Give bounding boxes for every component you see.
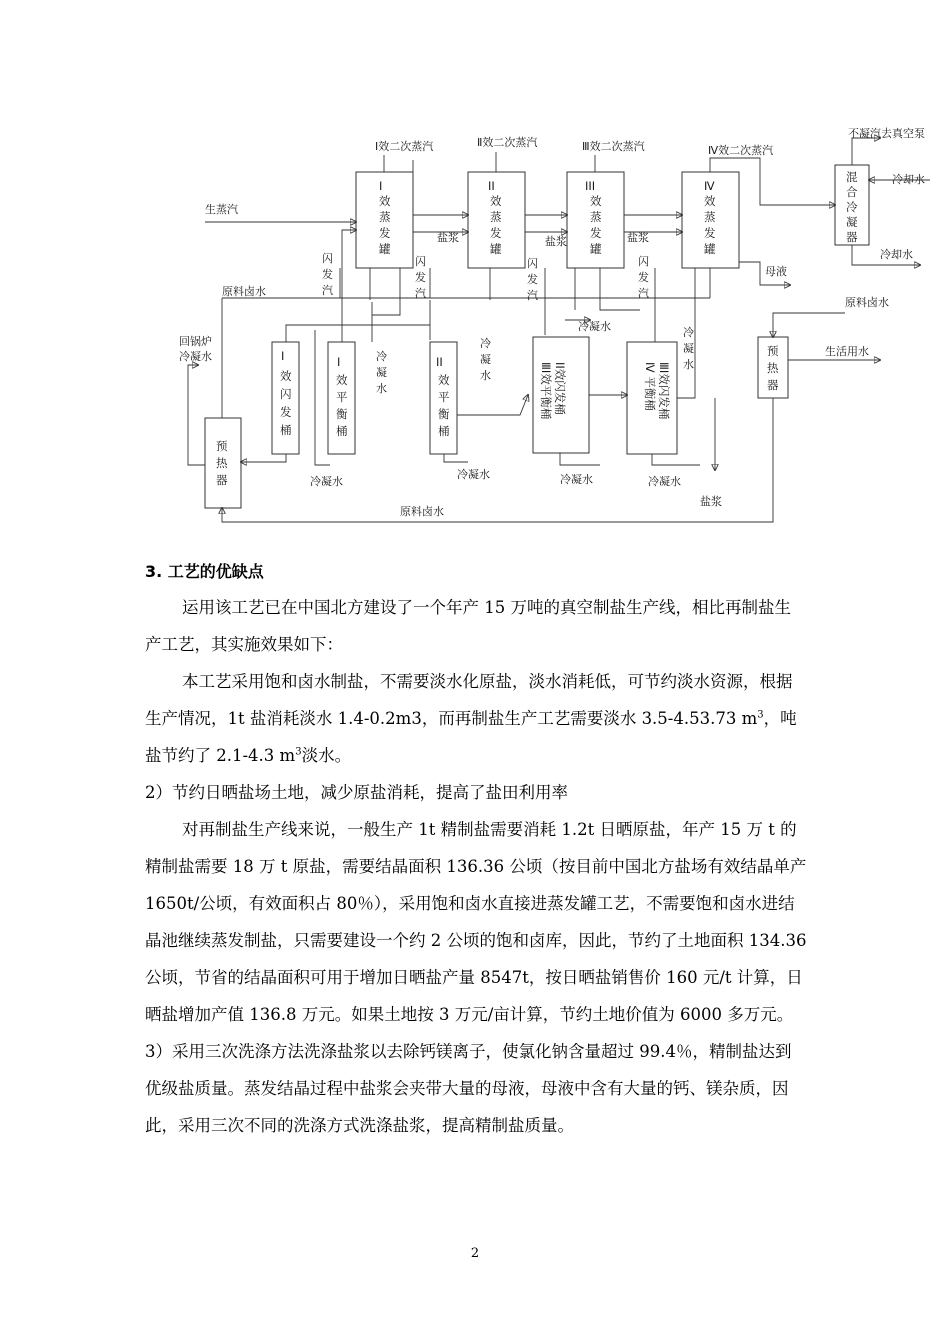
preheater-right-label — [767, 344, 779, 392]
svg-text:ⅠⅠ: ⅠⅠ — [436, 355, 443, 369]
svg-text:汽: 汽 — [415, 287, 426, 300]
svg-text:器: 器 — [216, 473, 228, 487]
domestic-water-label: 生活用水 — [825, 345, 869, 358]
flash-balance-3-4-label — [643, 362, 671, 419]
svg-text:桶: 桶 — [280, 423, 292, 437]
svg-text:罐: 罐 — [590, 242, 602, 256]
condensate-label-b1: 冷凝水 — [310, 475, 343, 488]
svg-text:效: 效 — [590, 194, 602, 208]
salt-slurry-label-bottom: 盐浆 — [700, 495, 722, 508]
svg-text:汽: 汽 — [638, 287, 649, 300]
evap4-steam-label: Ⅳ效二次蒸汽 — [708, 144, 774, 157]
svg-text:衡: 衡 — [336, 407, 348, 421]
condensate-label-mid: 冷凝水 — [578, 320, 611, 333]
svg-text:发: 发 — [704, 226, 716, 240]
svg-text:Ⅰ: Ⅰ — [379, 179, 383, 193]
svg-text:蒸: 蒸 — [704, 210, 716, 224]
svg-text:水: 水 — [376, 382, 387, 395]
condensate-label-b2: 冷凝水 — [457, 468, 490, 481]
evap3-steam-label: Ⅲ效二次蒸汽 — [582, 140, 645, 153]
condensate-label-b3: 冷凝水 — [560, 473, 593, 486]
svg-text:发: 发 — [379, 226, 391, 240]
svg-text:闪: 闪 — [638, 255, 649, 268]
body-text — [145, 589, 807, 1144]
svg-text:ⅠⅠ效闪发桶: ⅠⅠ效闪发桶 — [553, 362, 567, 415]
condensate-label-v1 — [376, 349, 387, 395]
svg-text:效: 效 — [280, 369, 292, 383]
return-boiler-condensate-label: 冷凝水 — [179, 350, 212, 363]
svg-text:器: 器 — [767, 378, 779, 392]
svg-text:衡: 衡 — [438, 407, 450, 421]
svg-text:凝: 凝 — [846, 215, 858, 229]
svg-text:发: 发 — [490, 226, 502, 240]
svg-text:冷: 冷 — [683, 326, 694, 339]
paragraph-2-part-a: 本工艺采用饱和卤水制盐，不需要淡水化原盐，淡水消耗低，可节约淡水资源，根据生产情况，1t 盐消耗淡水 1.4-0.2m3，而再制盐生产工艺需要淡水 3.5-4.53.73 m — [145, 672, 793, 728]
svg-text:效: 效 — [490, 194, 502, 208]
svg-text:发: 发 — [280, 405, 292, 419]
flash-steam-label-3 — [527, 256, 538, 302]
svg-text:冷: 冷 — [846, 200, 858, 214]
svg-text:热: 热 — [216, 456, 228, 470]
svg-text:器: 器 — [846, 230, 858, 244]
svg-text:Ⅰ: Ⅰ — [337, 355, 341, 369]
svg-text:ⅠⅠⅠ: ⅠⅠⅠ — [585, 179, 596, 193]
svg-text:水: 水 — [683, 358, 694, 371]
svg-text:Ⅰ: Ⅰ — [281, 349, 285, 363]
svg-text:冷: 冷 — [480, 337, 491, 350]
salt-slurry-label-2: 盐浆 — [545, 235, 567, 248]
svg-text:Ⅳ: Ⅳ — [704, 179, 715, 193]
svg-text:发: 发 — [638, 271, 649, 284]
svg-text:ⅠⅠ: ⅠⅠ — [488, 179, 495, 193]
svg-text:发: 发 — [415, 271, 426, 284]
paragraph-3: 2）节约日晒盐场土地，减少原盐消耗，提高了盐田利用率 — [145, 783, 568, 802]
svg-text:凝: 凝 — [480, 353, 491, 366]
svg-text:罐: 罐 — [704, 242, 716, 256]
live-steam-label: 生蒸汽 — [205, 203, 238, 216]
superscript-3a: 3 — [757, 709, 764, 721]
mixing-condenser-label — [846, 170, 858, 244]
svg-text:效: 效 — [379, 194, 391, 208]
page-number: 2 — [470, 1246, 480, 1261]
svg-text:闪: 闪 — [415, 255, 426, 268]
svg-text:平: 平 — [438, 390, 450, 404]
svg-text:闪: 闪 — [280, 387, 292, 401]
svg-text:发: 发 — [527, 273, 538, 286]
svg-text:效: 效 — [336, 373, 348, 387]
section-heading: 3. 工艺的优缺点 — [145, 562, 264, 581]
svg-text:预: 预 — [767, 344, 779, 358]
superscript-3b: 3 — [295, 746, 302, 758]
svg-text:汽: 汽 — [527, 289, 538, 302]
svg-text:合: 合 — [846, 185, 858, 199]
salt-slurry-label-1: 盐浆 — [437, 231, 459, 244]
condensate-label-v2 — [480, 336, 491, 382]
paragraph-2 — [145, 663, 807, 774]
raw-brine-label-bottom: 原料卤水 — [400, 505, 444, 518]
svg-text:凝: 凝 — [683, 342, 694, 355]
paragraph-2-part-b: ，吨盐节约了 2.1-4.3 m — [145, 709, 797, 765]
svg-text:闪: 闪 — [527, 257, 538, 270]
svg-text:蒸: 蒸 — [590, 210, 602, 224]
salt-slurry-label-3: 盐浆 — [627, 231, 649, 244]
svg-text:预: 预 — [216, 439, 228, 453]
svg-text:发: 发 — [322, 268, 333, 281]
evaporator-4-label — [704, 179, 716, 256]
flash-steam-label-4 — [638, 254, 649, 300]
mother-liquor-label: 母液 — [765, 265, 787, 278]
paragraph-4: 对再制盐生产线来说，一般生产 1t 精制盐需要消耗 1.2t 日晒原盐，年产 15 万 t 的精制盐需要 18 万 t 原盐，需要结晶面积 136.36 公顷（按目前中国北方盐场有效结晶单产 1650t/公顷，有效面积占 80％），采用饱和卤水直接进蒸发罐工艺，不需要饱和卤水进结晶池继续蒸发制盐，只需要建设一个约 2 公顷的饱和卤库，因此，节约了土地面积 134.36 公顷，节省的结晶面积可用于增加日晒盐产量 8547t，按日晒盐销售价 160 元/t 计算，日晒盐增加产值 136.8 万元。如果土地按 3 万元/亩计算，节约土地价值为 6000 多万元。 — [145, 820, 807, 1024]
paragraph-1: 运用该工艺已在中国北方建设了一个年产 15 万吨的真空制盐生产线，相比再制盐生产工艺，其实施效果如下： — [145, 598, 791, 654]
svg-text:热: 热 — [767, 361, 779, 375]
flash-steam-label-2 — [415, 254, 426, 300]
cooling-water-out-label: 冷却水 — [880, 248, 913, 261]
evap2-steam-label: Ⅱ效二次蒸汽 — [477, 136, 538, 149]
paragraph-2-part-c: 淡水。 — [301, 746, 352, 765]
svg-text:效: 效 — [438, 373, 450, 387]
cooling-water-in-label: 冷却水 — [892, 173, 925, 186]
paragraph-5: 3）采用三次洗涤方法洗涤盐浆以去除钙镁离子，使氯化钠含量超过 99.4％，精制盐达到优级盐质量。蒸发结晶过程中盐浆会夹带大量的母液，母液中含有大量的钙、镁杂质，因此，采用三次不同的洗涤方式洗涤盐浆，提高精制盐质量。 — [145, 1042, 792, 1135]
svg-text:Ⅳ 平衡桶: Ⅳ 平衡桶 — [643, 362, 657, 411]
raw-brine-label-top: 原料卤水 — [222, 285, 266, 298]
svg-text:罐: 罐 — [490, 242, 502, 256]
svg-text:蒸: 蒸 — [490, 210, 502, 224]
flash-steam-label-1 — [322, 251, 333, 297]
process-flow-diagram — [0, 0, 950, 540]
svg-text:汽: 汽 — [322, 284, 333, 297]
svg-text:水: 水 — [480, 369, 491, 382]
svg-text:平: 平 — [336, 390, 348, 404]
condensate-label-v3 — [683, 325, 694, 371]
svg-text:蒸: 蒸 — [379, 210, 391, 224]
evap1-steam-label: Ⅰ效二次蒸汽 — [375, 140, 434, 153]
noncondensable-gas-label: 不凝汽去真空泵 — [848, 127, 925, 140]
raw-brine-label-right: 原料卤水 — [845, 296, 889, 309]
svg-text:冷: 冷 — [376, 350, 387, 363]
condensate-label-b4: 冷凝水 — [648, 475, 681, 488]
svg-text:罐: 罐 — [379, 242, 391, 256]
return-boiler-label: 回锅炉 — [179, 335, 212, 348]
svg-text:ⅢⅠ效闪发桶: ⅢⅠ效闪发桶 — [657, 362, 671, 420]
svg-text:桶: 桶 — [336, 424, 348, 438]
flash-balance-2-3-label — [539, 362, 567, 419]
svg-text:闪: 闪 — [322, 252, 333, 265]
svg-text:桶: 桶 — [438, 424, 450, 438]
svg-text:凝: 凝 — [376, 366, 387, 379]
svg-text:效: 效 — [704, 194, 716, 208]
preheater-left-label — [216, 439, 228, 487]
svg-text:混: 混 — [846, 170, 858, 184]
svg-text:ⅢⅠ效平衡桶: ⅢⅠ效平衡桶 — [539, 362, 553, 420]
svg-text:发: 发 — [590, 226, 602, 240]
